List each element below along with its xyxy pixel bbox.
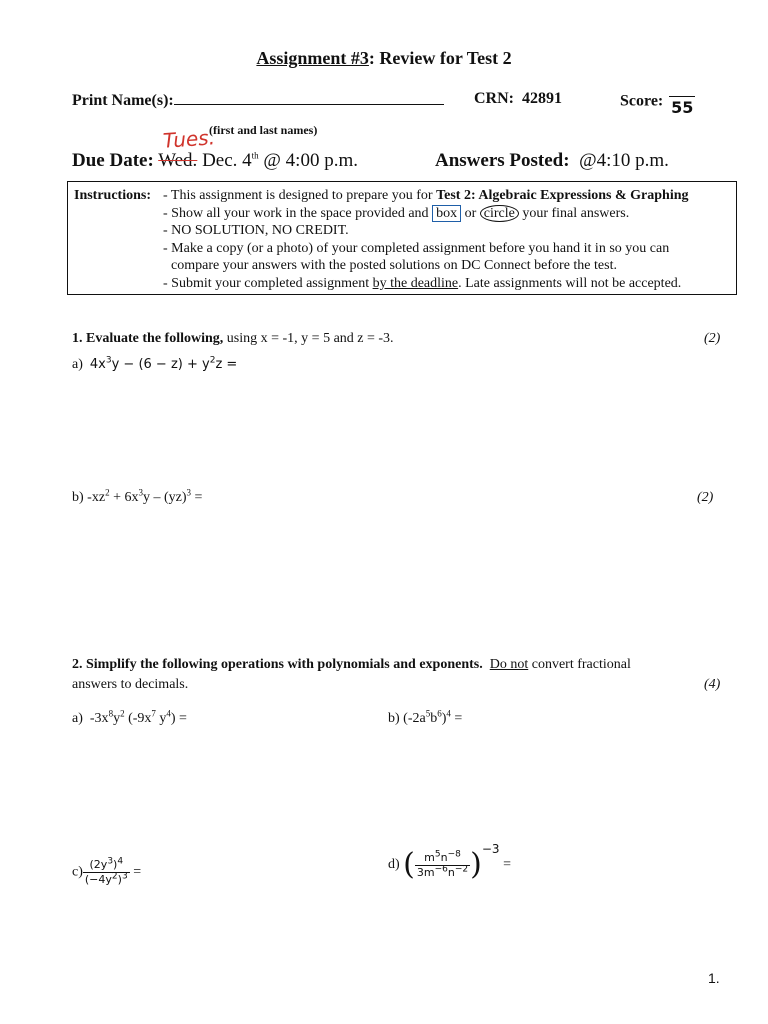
- print-name-label: Print Name(s):: [72, 92, 174, 109]
- score-fraction: [669, 88, 695, 116]
- question-2a-label: a): [72, 711, 83, 726]
- instruction-line-6: [163, 275, 735, 293]
- due-time: @ 4:00 p.m.: [263, 150, 358, 171]
- question-1b: [72, 487, 203, 506]
- question-2d-exponent: −3: [481, 841, 500, 856]
- question-1-bold: 1. Evaluate the following,: [72, 331, 224, 346]
- question-2a: [72, 708, 187, 727]
- question-2-heading-line2: answers to decimals.: [72, 677, 189, 692]
- answers-posted-time: @4:10 p.m.: [579, 150, 669, 171]
- due-date-value: Dec. 4: [202, 150, 252, 171]
- crossed-out-day: Wed.: [158, 150, 198, 171]
- crn-label: CRN:: [474, 90, 514, 107]
- instruction-line-5: compare your answers with the posted solutions on DC Connect before the test.: [171, 258, 617, 274]
- title-assignment-number: Assignment #3: [256, 48, 369, 68]
- score: [620, 88, 695, 116]
- instruction-line-4: - Make a copy (or a photo) of your completed assignment before you hand it in so you can: [163, 240, 670, 256]
- question-2-heading: [72, 657, 631, 673]
- question-1-text: using x = -1, y = 5 and z = -3.: [223, 331, 394, 346]
- boxed-word: box: [432, 205, 461, 222]
- instruction-line-1: [163, 187, 735, 205]
- instruction-1-bold: Test 2: Algebraic Expressions & Graphing: [436, 188, 689, 203]
- circled-word: circle: [480, 205, 519, 222]
- print-name-blank[interactable]: [174, 90, 444, 105]
- question-2d: d) ( $\frac{m^5n^{-8}}{3m^{-6}n^{-2}}$ )$^{-3}$ =: [388, 841, 511, 882]
- instruction-2-or: or: [461, 205, 480, 221]
- instruction-6-text: - Submit your completed assignment: [163, 275, 373, 291]
- crn: [474, 90, 562, 108]
- question-1a: [72, 357, 237, 373]
- page-number: 1.: [708, 970, 720, 986]
- question-2b-expression: $(-2a^5b^6)^4$ =: [403, 708, 463, 726]
- question-1b-expression: $-xz^2 + 6x^3y - (yz)^3$ =: [87, 487, 203, 505]
- instructions-label: Instructions:: [74, 188, 152, 203]
- instructions-lines: [163, 187, 735, 293]
- question-2b-label: b): [388, 711, 400, 726]
- name-hint: (first and last names): [209, 123, 318, 137]
- score-blank[interactable]: [669, 88, 695, 97]
- instruction-6-end: . Late assignments will not be accepted.: [458, 275, 682, 291]
- question-1b-points: (2): [697, 490, 714, 505]
- instruction-1-text: - This assignment is designed to prepare you for: [163, 188, 437, 203]
- question-1a-label: a): [72, 357, 83, 372]
- due-date: [72, 150, 358, 172]
- instruction-line-3: - NO SOLUTION, NO CREDIT.: [163, 223, 349, 239]
- left-paren: (: [403, 847, 415, 882]
- instruction-2-end: your final answers.: [518, 205, 630, 221]
- question-2c-fraction: $\frac{(2y^3)^4}{(-4y^2)^3}$: [84, 856, 128, 886]
- instruction-2-text: - Show all your work in the space provided and: [163, 205, 433, 221]
- score-label: Score:: [620, 92, 664, 110]
- answers-posted: [435, 150, 669, 172]
- question-2a-expression: $-3x^8y^2$ ($-9x^7$ $y^4$) =: [89, 708, 187, 726]
- question-2-underlined: Do not: [489, 657, 529, 672]
- question-2d-fraction: $\frac{m^5n^{-8}}{3m^{-6}n^{-2}}$: [416, 849, 469, 879]
- due-date-sup: th: [251, 150, 259, 161]
- crn-value: 42891: [522, 90, 562, 107]
- right-paren: ): [470, 847, 482, 882]
- instruction-line-2: [163, 205, 735, 223]
- question-2-text: convert fractional: [528, 657, 631, 672]
- instructions-box: [67, 181, 737, 295]
- title-rest: : Review for Test 2: [368, 48, 512, 68]
- handwritten-tues: Tues.: [162, 125, 216, 153]
- question-1a-expression: $4x^3y - (6 - z) + y^2z$ =: [89, 355, 238, 372]
- question-2c-label: c): [72, 864, 83, 880]
- assignment-title: [0, 48, 768, 69]
- answers-posted-label: Answers Posted:: [435, 150, 570, 171]
- score-total: 55: [671, 98, 694, 117]
- question-1a-points: (2): [704, 331, 721, 346]
- print-name-row: [72, 90, 444, 110]
- question-2c: c) $\frac{(2y^3)^4}{(-4y^2)^3}$ =: [72, 856, 142, 886]
- question-2d-label: d): [388, 857, 400, 873]
- question-1b-label: b): [72, 490, 84, 505]
- question-2-bold: 2. Simplify the following operations with polynomials and exponents.: [72, 657, 483, 672]
- question-2-points: (4): [704, 677, 721, 692]
- question-2b: [388, 708, 463, 727]
- question-1-heading: [72, 331, 394, 347]
- instruction-6-underlined: by the deadline: [372, 275, 459, 291]
- due-date-label: Due Date:: [72, 150, 154, 171]
